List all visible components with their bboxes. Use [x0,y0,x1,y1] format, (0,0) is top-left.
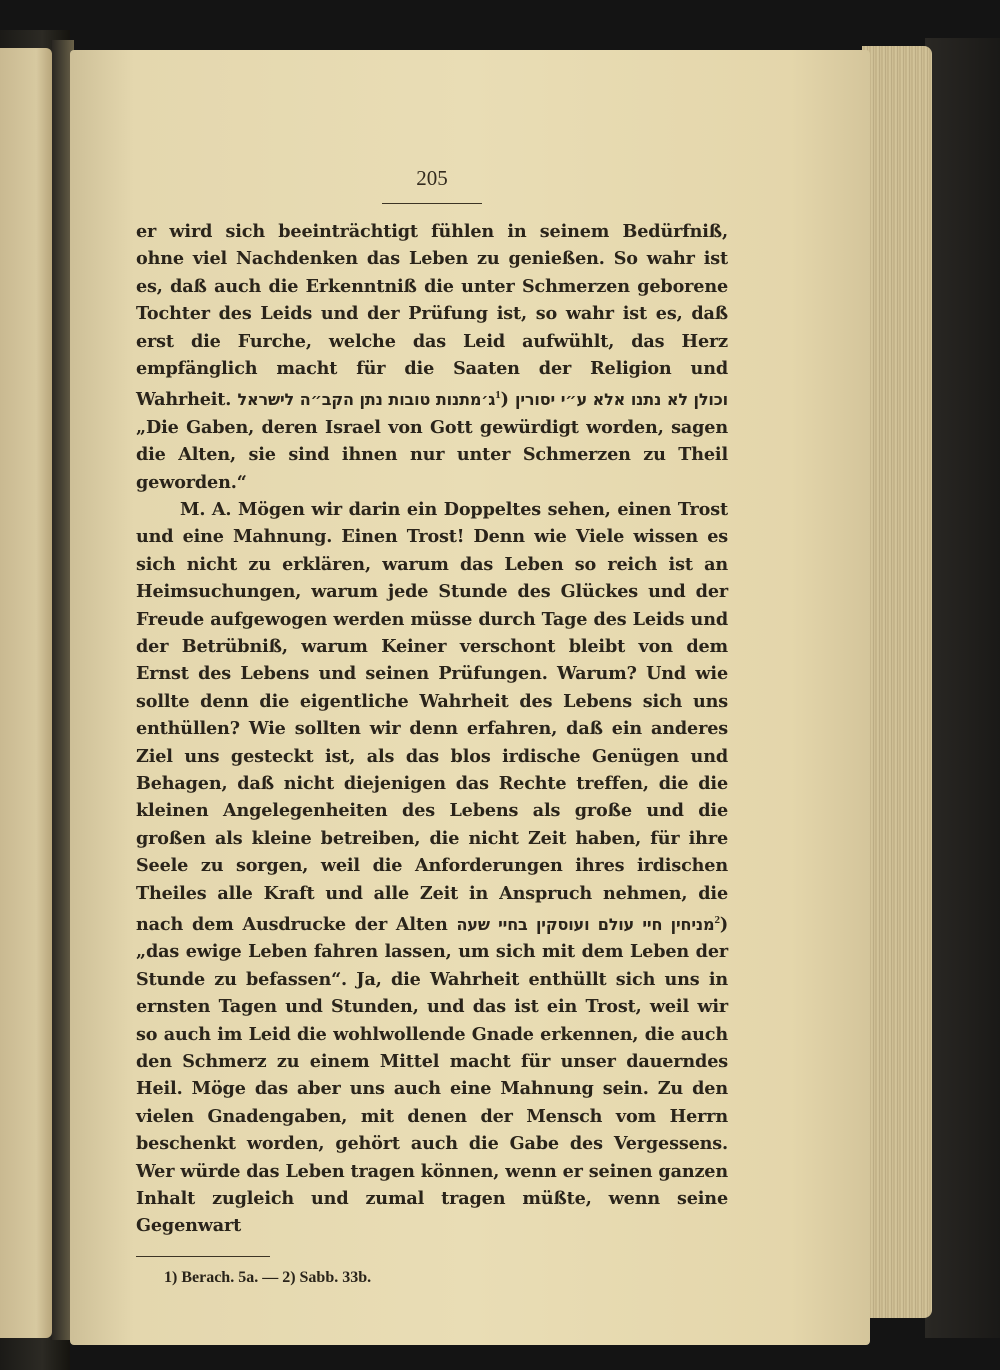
page-number: 205 [416,166,448,190]
paragraph-1 [136,218,728,496]
footnote-ref: 1 [495,389,501,402]
paragraph-2 [136,496,728,1240]
paragraph-text: er wird sich beeinträchtigt fühlen in seinem Bedürfniß, ohne viel Nachdenken das Leben zu genießen. So wahr ist es, daß auch die Erkenntniß die unter Schmerzen geborene Tochter des Leids und der Prüfung ist, so wahr ist es, daß erst die Furche, welche das Leid aufwühlt, das Herz empfänglich macht für die Saaten der Religion und Wahrheit. [136,221,728,411]
hebrew-quote: מניחין חיי עולם ועוסקין בחיי שעה [456,914,715,934]
hebrew-quote: וכולן לא נתנו אלא ע״י יסורין [515,390,728,410]
page-content [136,166,728,1287]
footnotes: 1) Berach. 5a. — 2) Sabb. 33b. [164,1268,372,1286]
footnote-ref: 2 [714,914,720,927]
book-cover-right [925,38,1000,1338]
paragraph-text: ) „das ewige Leben fahren lassen, um sich mit dem Leben der Stunde zu befassen“. Ja, die Wahrheit enthüllt sich uns in ernsten Tagen und Stunden, und das ist ein Trost, weil wir so auch im Leid die wohlwollende Gnade erkennen, die auch den Schmerz zu einem Mittel macht für unser dauerndes Heil. Möge das aber uns auch eine Mahnung sein. Zu den vielen Gnadengaben, mit denen der Mensch vom Herrn beschenkt worden, gehört auch die Gabe des Vergessens. Wer würde das Leben tragen können, wenn er seinen ganzen Inhalt zugleich und zumal tragen müßte, wenn seine Gegenwart [136,913,728,1237]
footnote-ref-paren: ) [500,389,516,411]
page-stack-edges [862,46,932,1318]
header-rule [382,203,482,204]
paragraph-text: M. A. Mögen wir darin ein Doppeltes sehen, einen Trost und eine Mahnung. Einen Trost! Denn wie Viele wissen es sich nicht zu erklären, warum das Leben so reich ist an Heimsuchungen, warum jede Stunde des Glückes und der Freude aufgewogen werden müsse durch Tage des Leids und der Betrübniß, warum Keiner verschont bleibt von dem Ernst des Lebens und seinen Prüfungen. Warum? Und wie sollte denn die eigentliche Wahrheit des Lebens sich uns enthüllen? Wie sollten wir denn erfahren, daß ein anderes Ziel uns gesteckt ist, als das blos irdische Genügen und Behagen, daß nicht diejenigen das Rechte treffen, die die kleinen Angelegenheiten des Lebens als große und die großen als kleine betreiben, die nicht Zeit haben, für ihre Seele zu sorgen, weil die Anforderungen ihres irdischen Theiles alle Kraft und alle Zeit in Anspruch nehmen, die nach dem Ausdrucke der Alten [136,498,728,935]
facing-page-edge [0,48,52,1338]
paragraph-text: „Die Gaben, deren Israel von Gott gewürdigt worden, sagen die Alten, sie sind ihnen nur unter Schmerzen zu Theil geworden.“ [136,416,728,493]
footnote-rule [136,1256,270,1257]
hebrew-quote: ג׳מתנות טובות נתן הקב״ה לישראל [237,390,496,410]
